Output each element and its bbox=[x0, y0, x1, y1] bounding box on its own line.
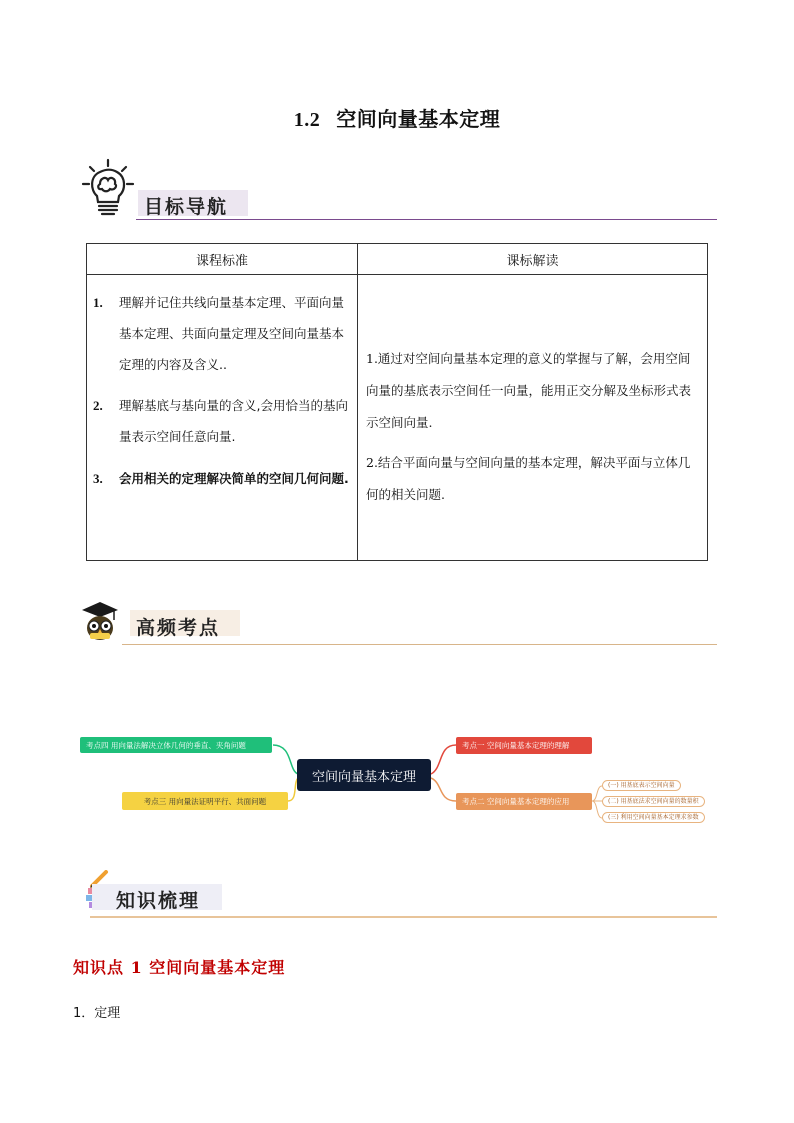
section-knowledge-header bbox=[80, 870, 717, 920]
graduate-owl-icon bbox=[80, 600, 120, 642]
section-knowledge-label: 知识梳理 bbox=[116, 890, 201, 912]
interpretation-1: 1.通过对空间向量基本定理的意义的掌握与了解，会用空间向量的基底表示空间任一向量，能用正交分解及坐标形式表示空间向量. bbox=[366, 351, 692, 430]
list-item: 3. 会用相关的定理解决简单的空间几何问题. bbox=[93, 471, 349, 486]
title-number: 1.2 bbox=[293, 109, 321, 131]
list-item: 2. 理解基底与基向量的含义,会用恰当的基向量表示空间任意向量. bbox=[93, 398, 348, 444]
section-hot-header bbox=[80, 600, 717, 650]
section-goals-header bbox=[80, 158, 717, 224]
knowledge-point-title: 知识点 1 空间向量基本定理 bbox=[73, 958, 286, 977]
mindmap bbox=[78, 728, 718, 838]
mindmap-center: 空间向量基本定理 bbox=[297, 759, 431, 791]
interpretation-cell bbox=[358, 275, 708, 561]
standards-cell bbox=[87, 275, 358, 561]
lightbulb-brain-icon bbox=[80, 158, 136, 220]
interpretation-2: 2.结合平面向量与空间向量的基本定理，解决平面与立体几何的相关问题. bbox=[366, 455, 691, 502]
mindmap-node-2: 考点二 空间向量基本定理的应用 bbox=[456, 793, 592, 810]
section-goals-label: 目标导航 bbox=[144, 196, 229, 218]
mindmap-node-4: 考点四 用向量法解决立体几何的垂直、夹角问题 bbox=[80, 737, 272, 753]
section-rule bbox=[90, 916, 717, 918]
mindmap-sub-1: (一) 用基底表示空间向量 bbox=[602, 780, 681, 791]
page-title bbox=[0, 103, 794, 132]
section-rule bbox=[136, 219, 717, 220]
section-hot-label: 高频考点 bbox=[136, 617, 221, 639]
list-item: 1. 理解并记住共线向量基本定理、平面向量基本定理、共面向量定理及空间向量基本定理的内容及含义.. bbox=[93, 295, 345, 372]
mindmap-node-3: 考点三 用向量法证明平行、共面问题 bbox=[122, 792, 288, 810]
goals-table bbox=[86, 243, 708, 561]
title-text: 空间向量基本定理 bbox=[336, 107, 501, 131]
mindmap-sub-3: (三) 利用空间向量基本定理求参数 bbox=[602, 812, 705, 823]
section-rule bbox=[122, 644, 717, 645]
subheading: 1．定理 bbox=[73, 1006, 121, 1021]
mindmap-sub-2: (二) 用基底法求空间向量的数量积 bbox=[602, 796, 705, 807]
standards-list bbox=[87, 275, 357, 516]
header-standard: 课程标准 bbox=[87, 244, 358, 275]
header-interpretation: 课标解读 bbox=[358, 244, 708, 275]
mindmap-node-1: 考点一 空间向量基本定理的理解 bbox=[456, 737, 592, 754]
